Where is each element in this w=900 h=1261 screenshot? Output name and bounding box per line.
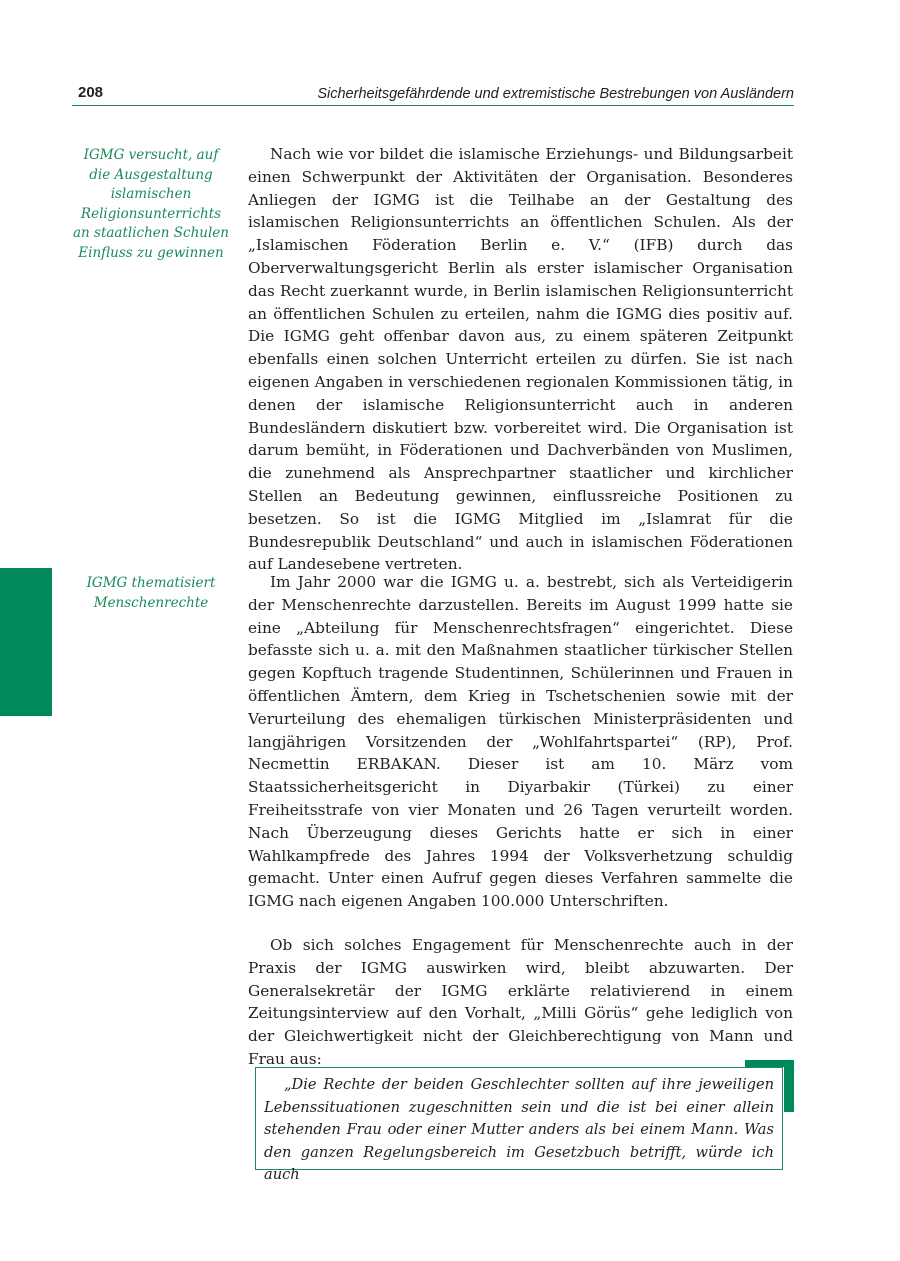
body-paragraph-1: Nach wie vor bildet die islamische Erziehungs- und Bildungsarbeit einen Schwerpunkt der Aktivitäten der Organisation. Besonderes Anliegen der IGMG ist die Teilhabe an der Gestaltung des islamischen Religionsunterrichts an öffentlichen Schulen. Als der „Islamischen Föderation Berlin e. V.“ (IFB) durch das Oberverwaltungsgericht Berlin als erster islamischer Organisation das Recht zuerkannt wurde, in Berlin islamischen Religionsunterricht an öffentlichen Schulen zu erteilen, nahm die IGMG dies positiv auf. Die IGMG geht offenbar davon aus, zu einem späteren Zeitpunkt ebenfalls einen solchen Unterricht erteilen zu dürfen. Sie ist nach eigenen Angaben in verschiedenen regionalen Kommissionen tätig, in denen der islamische Religionsunterricht auch in anderen Bundesländern diskutiert bzw. vorbereitet wird. Die Organisation ist darum bemüht, in Föderationen und Dachverbänden von Muslimen, die zunehmend als Ansprechpartner staatlicher und kirchlicher Stellen an Bedeutung gewinnen, einflussreiche Positionen zu besetzen. So ist die IGMG Mitglied im „Islamrat für die Bundesrepublik Deutschland“ und auch in islamischen Föderationen auf Landesebene vertreten. [248, 145, 793, 574]
running-title: Sicherheitsgefährdende und extremistische Bestrebungen von Ausländern [317, 86, 794, 102]
quote-box [255, 1067, 783, 1184]
page-number: 208 [78, 84, 104, 101]
margin-note-religionsunterricht: IGMG versucht, auf die Ausgestaltung islamischen Religionsunterrichts an staatlichen Schulen Einfluss zu gewinnen [73, 147, 229, 261]
quote-text: „Die Rechte der beiden Geschlechter sollten auf ihre jeweiligen Lebenssituationen zugeschnitten sein und die ist bei einer allein stehenden Frau oder einer Mutter anders als bei einem Mann. Was den ganzen Regelungsbereich im Gesetzbuch betrifft, würde ich auch [264, 1076, 774, 1184]
section-marker-bar [0, 568, 52, 716]
margin-note-menschenrechte: IGMG thematisiert Menschenrechte [86, 575, 216, 611]
body-paragraph-3: Ob sich solches Engagement für Menschenrechte auch in der Praxis der IGMG auswirken wird, bleibt abzuwarten. Der Generalsekretär der IGMG erklärte relativierend in einem Zeitungsinterview auf den Vorhalt, „Milli Görüs“ gehe lediglich von der Gleichwertigkeit nicht der Gleichberechtigung von Mann und Frau aus: [248, 936, 793, 1068]
quote-accent-side [784, 1060, 794, 1112]
header-rule [72, 105, 794, 106]
body-paragraph-2: Im Jahr 2000 war die IGMG u. a. bestrebt, sich als Verteidigerin der Menschenrechte darzustellen. Bereits im August 1999 hatte sie eine „Abteilung für Menschenrechtsfragen“ eingerichtet. Diese befasste sich u. a. mit den Maßnahmen staatlicher türkischer Stellen gegen Kopftuch tragende Studentinnen, Schülerinnen und Frauen in öffentlichen Ämtern, dem Krieg in Tschetschenien sowie mit der Verurteilung des ehemaligen türkischen Ministerpräsidenten und langjährigen Vorsitzenden der „Wohlfahrtspartei“ (RP), Prof. Necmettin ERBAKAN. Dieser ist am 10. März vom Staatssicherheitsgericht in Diyarbakir (Türkei) zu einer Freiheitsstrafe von vier Monaten und 26 Tagen verurteilt worden. Nach Überzeugung dieses Gerichts hatte er sich in einer Wahlkampfrede des Jahres 1994 der Volksverhetzung schuldig gemacht. Unter einen Aufruf gegen dieses Verfahren sammelte die IGMG nach eigenen Angaben 100.000 Unterschriften. [248, 573, 793, 911]
